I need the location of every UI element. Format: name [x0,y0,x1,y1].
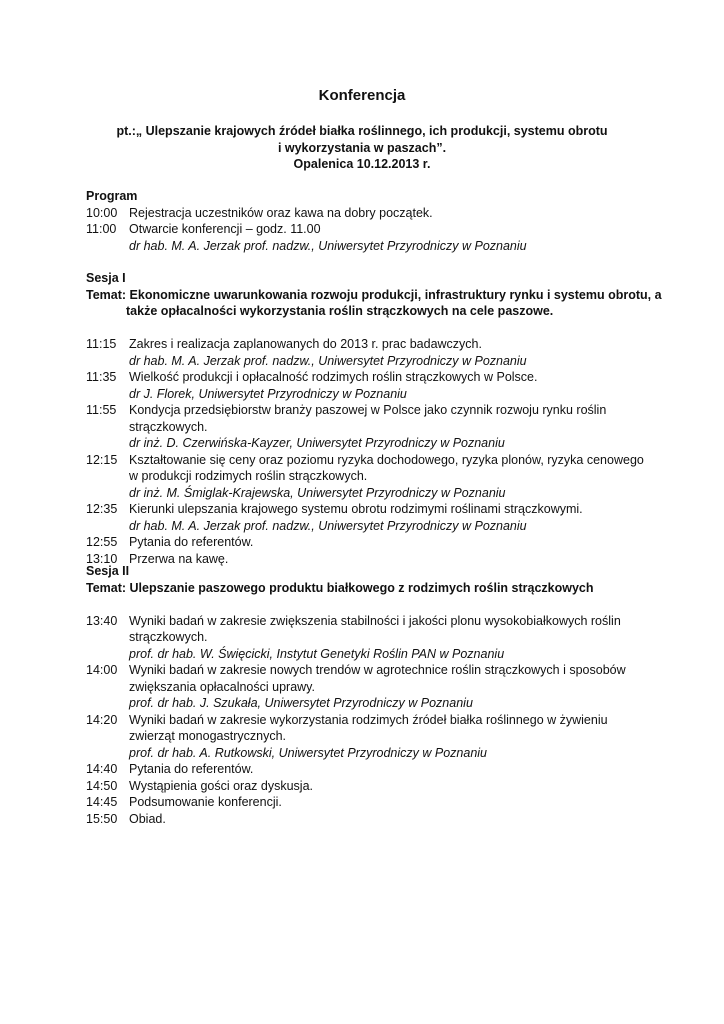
agenda-speaker: dr inż. D. Czerwińska-Kayzer, Uniwersytet Przyrodniczy w Poznaniu [129,436,505,450]
agenda-time: 11:55 [86,403,117,417]
agenda-time: 13:40 [86,613,118,628]
agenda-item [86,369,656,402]
agenda-text: Kondycja przedsiębiorstw branży paszowej w Polsce jako czynnik rozwoju rynku roślin strączkowych. [129,403,607,434]
document-subtitle [0,123,724,173]
agenda-time: 14:50 [86,778,118,793]
agenda-time: 11:15 [86,337,117,351]
agenda-item [86,613,656,663]
agenda-text: Zakres i realizacja zaplanowanych do 2013 r. prac badawczych. [129,337,482,351]
agenda-text: Kierunki ulepszania krajowego systemu obrotu rodzimymi roślinami strączkowymi. [129,502,583,516]
agenda-speaker: dr hab. M. A. Jerzak prof. nadzw., Uniwersytet Przyrodniczy w Poznaniu [129,238,527,253]
session-1-heading: Sesja I [86,271,126,285]
subtitle-line: pt.:„ Ulepszanie krajowych źródeł białka roślinnego, ich produkcji, systemu obrotu [116,124,608,138]
agenda-time: 14:45 [86,795,118,809]
agenda-text: Wyniki badań w zakresie zwiększenia stabilności i jakości plonu wysokobiałkowych roślin strączkowych. [129,613,621,644]
session-1-section [86,270,662,567]
agenda-speaker: dr J. Florek, Uniwersytet Przyrodniczy w Poznaniu [129,386,407,401]
agenda-text: Wystąpienia gości oraz dyskusja. [129,778,313,793]
agenda-item [86,662,656,712]
agenda-time: 11:00 [86,222,117,236]
session-2-heading: Sesja II [86,564,130,578]
agenda-item [86,205,656,222]
session-2-topic [86,580,656,597]
subtitle-line: Opalenica 10.12.2013 r. [293,157,431,171]
agenda-time: 12:15 [86,452,118,467]
agenda-text: Otwarcie konferencji – godz. 11.00 [129,222,321,236]
agenda-item [86,778,656,795]
agenda-text: Wyniki badań w zakresie wykorzystania rodzimych źródeł białka roślinnego w żywieniu zwierząt monogastrycznych. [129,712,608,743]
agenda-item [86,501,656,534]
agenda-speaker: prof. dr hab. J. Szukała, Uniwersytet Przyrodniczy w Poznaniu [129,696,473,710]
agenda-speaker: dr inż. M. Śmiglak-Krajewska, Uniwersytet Przyrodniczy w Poznaniu [129,485,506,500]
agenda-text: Rejestracja uczestników oraz kawa na dobry początek. [129,205,433,220]
agenda-text: Kształtowanie się ceny oraz poziomu ryzyka dochodowego, ryzyka plonów, ryzyka cenowego w produkcji rodzimych roślin strączkowych. [129,452,644,483]
agenda-item [86,221,656,254]
document-title: Konferencja [318,87,406,104]
agenda-text: Pytania do referentów. [129,535,254,549]
agenda-time: 13:10 [86,551,118,566]
agenda-text: Obiad. [129,811,166,826]
agenda-text: Pytania do referentów. [129,762,254,776]
agenda-time: 11:35 [86,370,117,384]
agenda-item [86,712,656,762]
agenda-speaker: dr hab. M. A. Jerzak prof. nadzw., Uniwersytet Przyrodniczy w Poznaniu [129,353,527,368]
agenda-speaker: prof. dr hab. W. Święcicki, Instytut Genetyki Roślin PAN w Poznaniu [129,646,505,661]
agenda-item [86,761,656,778]
agenda-time: 14:20 [86,712,118,727]
agenda-speaker: dr hab. M. A. Jerzak prof. nadzw., Uniwersytet Przyrodniczy w Poznaniu [129,518,527,533]
session-2-topic-line: Temat: Ulepszanie paszowego produktu białkowego z rodzimych roślin strączkowych [86,580,594,595]
agenda-text: Wielkość produkcji i opłacalność rodzimych roślin strączkowych w Polsce. [129,370,538,384]
session-1-topic-line: Temat: Ekonomiczne uwarunkowania rozwoju produkcji, infrastruktury rynku i systemu obrotu, a [86,287,662,302]
agenda-item [86,794,656,811]
agenda-time: 12:35 [86,502,118,516]
program-heading: Program [86,189,138,203]
subtitle-line: i wykorzystania w paszach”. [277,140,447,155]
session-1-topic-line: także opłacalności wykorzystania roślin strączkowych na cele paszowe. [126,304,554,318]
agenda-time: 15:50 [86,811,118,826]
agenda-time: 12:55 [86,535,118,549]
agenda-text: Podsumowanie konferencji. [129,795,282,809]
agenda-item [86,534,656,551]
agenda-time: 10:00 [86,205,118,220]
session-1-topic [86,287,662,320]
agenda-text: Przerwa na kawę. [129,551,229,566]
agenda-item [86,336,656,369]
agenda-item [86,452,656,502]
agenda-text: Wyniki badań w zakresie nowych trendów w agrotechnice roślin strączkowych i sposobów zwiększania opłacalności uprawy. [129,663,626,694]
agenda-time: 14:40 [86,762,118,776]
agenda-speaker: prof. dr hab. A. Rutkowski, Uniwersytet Przyrodniczy w Poznaniu [129,745,488,760]
program-section [86,188,656,254]
agenda-time: 14:00 [86,663,118,677]
agenda-item [86,402,656,452]
session-2-section [86,563,656,827]
agenda-item [86,811,656,828]
